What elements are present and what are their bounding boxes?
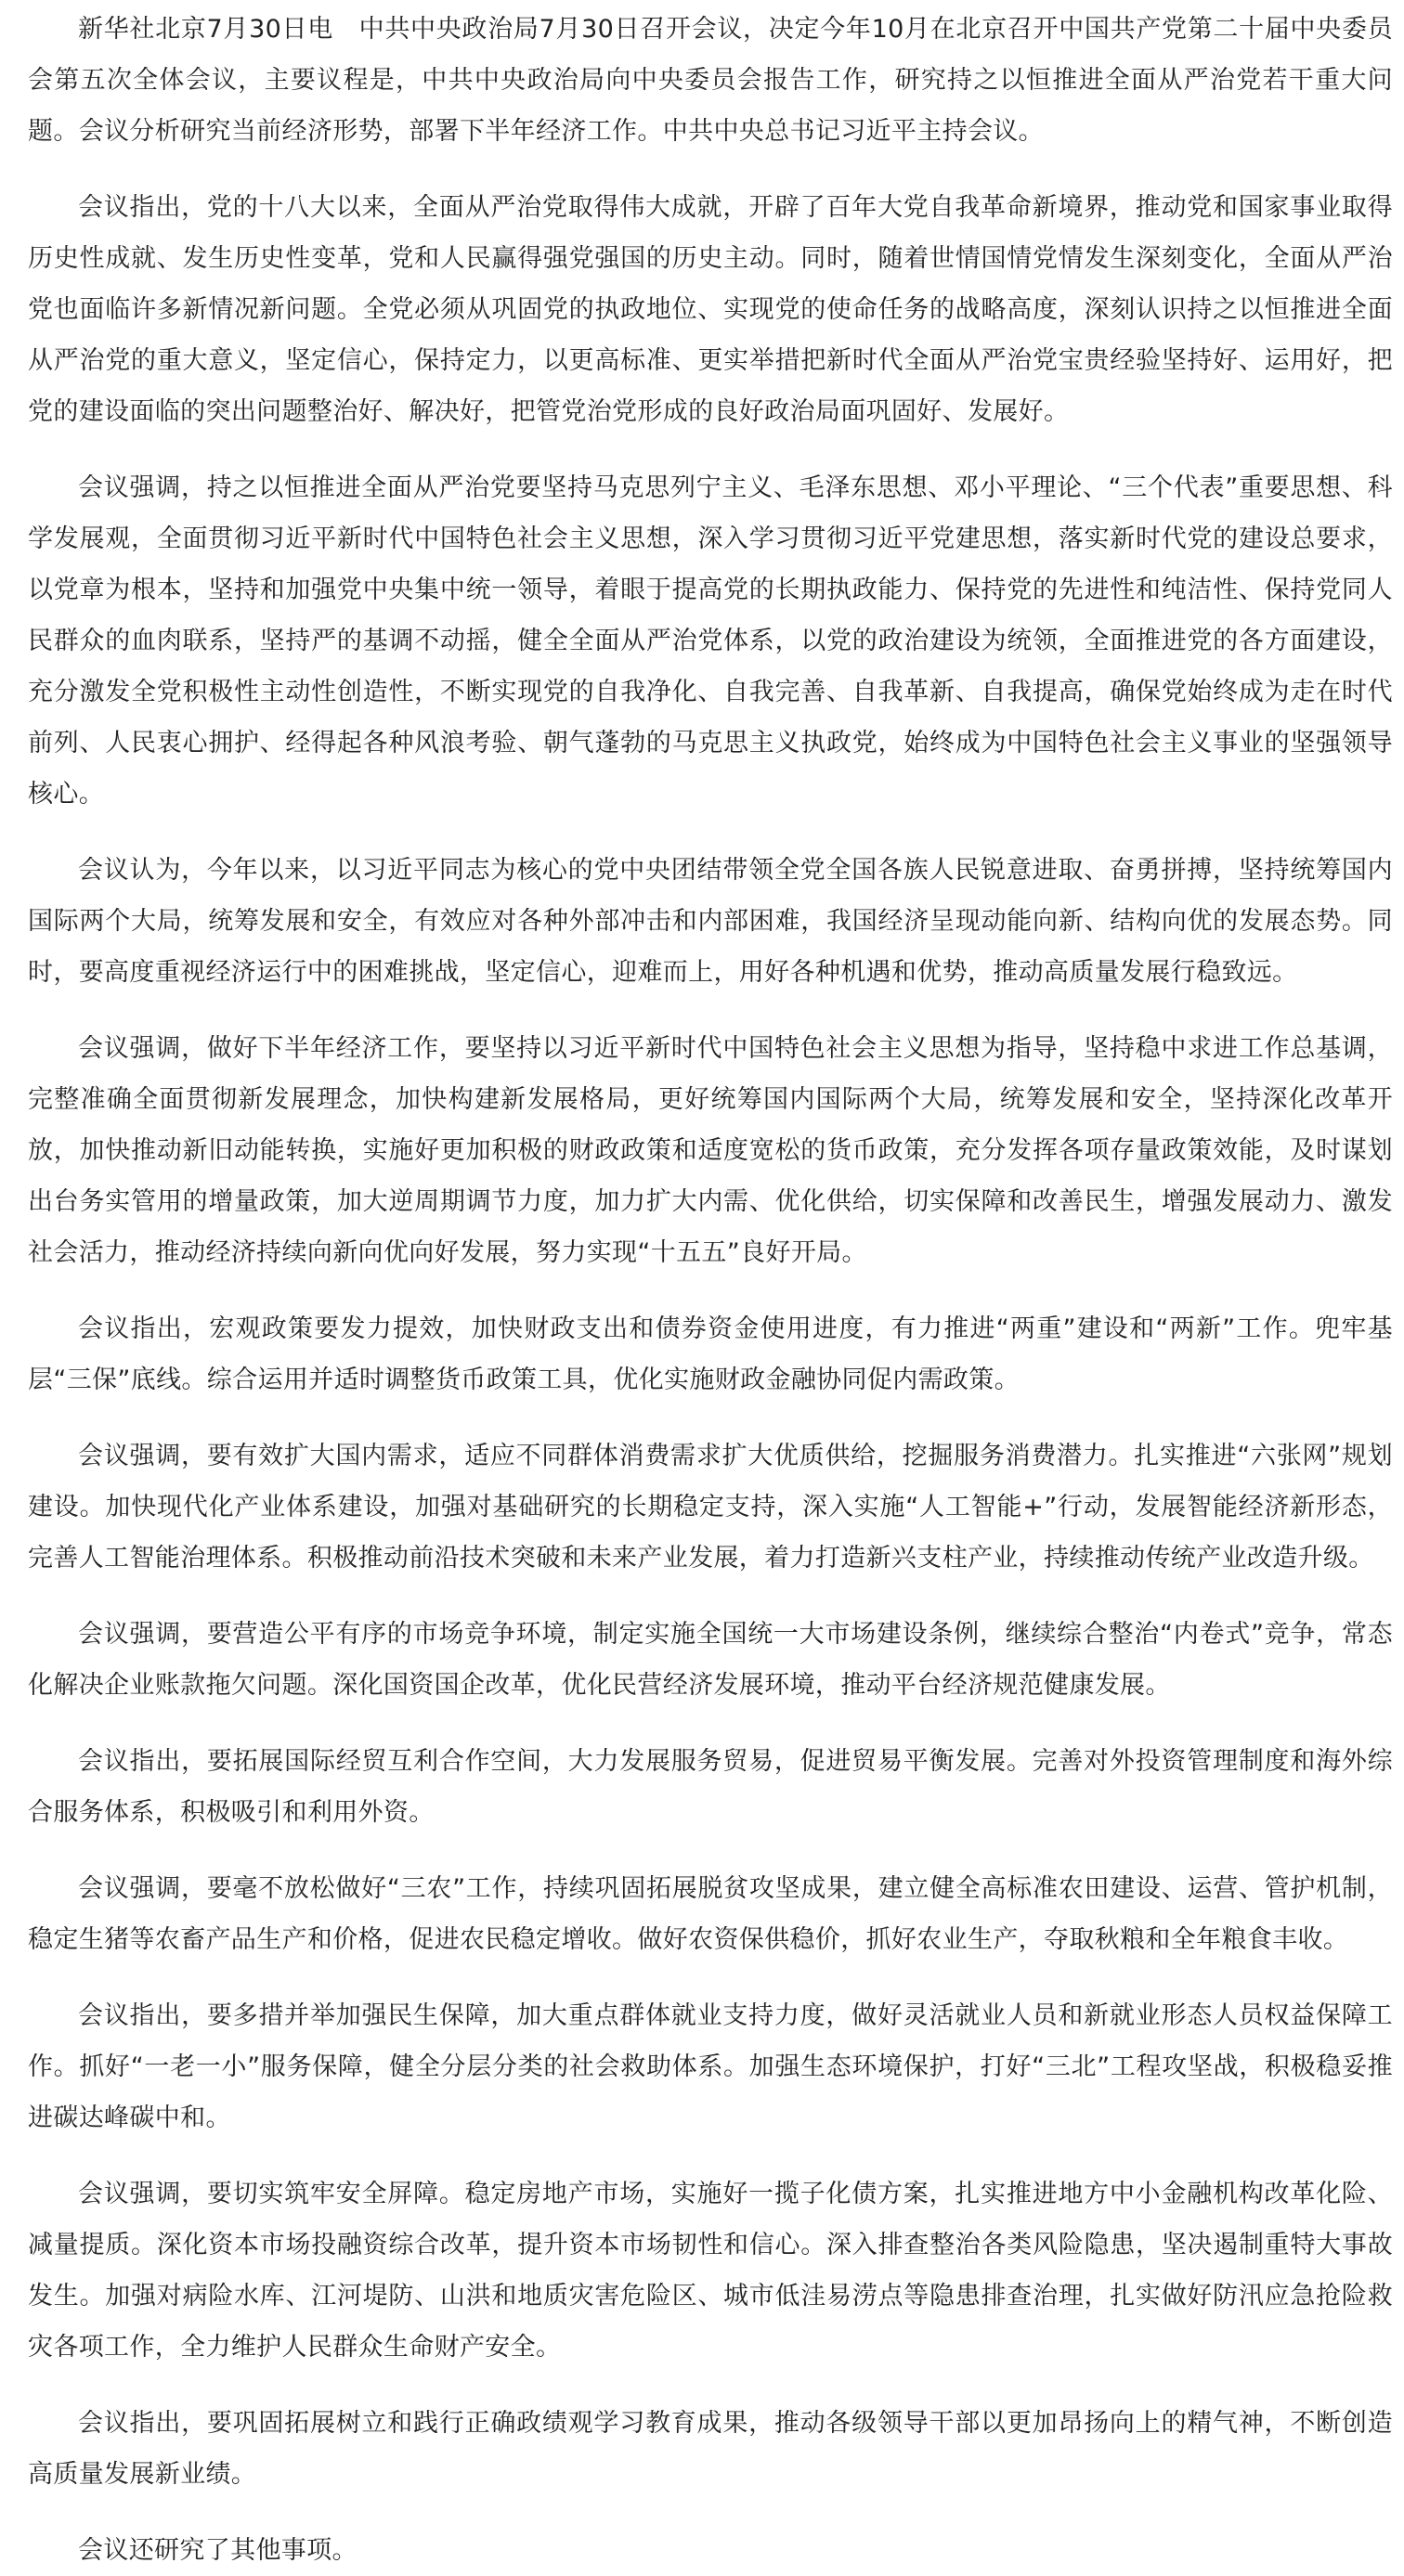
paragraph: 会议强调，要有效扩大国内需求，适应不同群体消费需求扩大优质供给，挖掘服务消费潜力。扎实推进“六张网”规划建设。加快现代化产业体系建设，加强对基础研究的长期稳定支持，深入实施“人工智能+”行动，发展智能经济新形态，完善人工智能治理体系。积极推动前沿技术突破和未来产业发展，着力打造新兴支柱产业，持续推动传统产业改造升级。 — [28, 1442, 1393, 1573]
paragraph: 会议强调，要营造公平有序的市场竞争环境，制定实施全国统一大市场建设条例，继续综合整治“内卷式”竞争，常态化解决企业账款拖欠问题。深化国资国企改革，优化民营经济发展环境，推动平台经济规范健康发展。 — [28, 1620, 1393, 1700]
paragraph: 会议认为，今年以来，以习近平同志为核心的党中央团结带领全党全国各族人民锐意进取、奋勇拼搏，坚持统筹国内国际两个大局，统筹发展和安全，有效应对各种外部冲击和内部困难，我国经济呈现动能向新、结构向优的发展态势。同时，要高度重视经济运行中的困难挑战，坚定信心，迎难而上，用好各种机遇和优势，推动高质量发展行稳致远。 — [28, 856, 1393, 987]
paragraph: 会议指出，要巩固拓展树立和践行正确政绩观学习教育成果，推动各级领导干部以更加昂扬向上的精气神，不断创造高质量发展新业绩。 — [28, 2409, 1393, 2489]
paragraph: 会议强调，要切实筑牢安全屏障。稳定房地产市场，实施好一揽子化债方案，扎实推进地方中小金融机构改革化险、减量提质。深化资本市场投融资综合改革，提升资本市场韧性和信心。深入排查整治各类风险隐患，坚决遏制重特大事故发生。加强对病险水库、江河堤防、山洪和地质灾害危险区、城市低洼易涝点等隐患排查治理，扎实做好防汛应急抢险救灾各项工作，全力维护人民群众生命财产安全。 — [28, 2180, 1393, 2362]
paragraph: 会议强调，做好下半年经济工作，要坚持以习近平新时代中国特色社会主义思想为指导，坚持稳中求进工作总基调，完整准确全面贯彻新发展理念，加快构建新发展格局，更好统筹国内国际两个大局，统筹发展和安全，坚持深化改革开放，加快推动新旧动能转换，实施好更加积极的财政政策和适度宽松的货币政策，充分发挥各项存量政策效能，及时谋划出台务实管用的增量政策，加大逆周期调节力度，加力扩大内需、优化供给，切实保障和改善民生，增强发展动力、激发社会活力，推动经济持续向新向优向好发展，努力实现“十五五”良好开局。 — [28, 1034, 1393, 1267]
paragraph-dateline: 新华社北京7月30日电 中共中央政治局7月30日召开会议，决定今年10月在北京召开中国共产党第二十届中央委员会第五次全体会议，主要议程是，中共中央政治局向中央委员会报告工作，研究持之以恒推进全面从严治党若干重大问题。会议分析研究当前经济形势，部署下半年经济工作。中共中央总书记习近平主持会议。 — [28, 15, 1393, 146]
paragraph: 会议强调，要毫不放松做好“三农”工作，持续巩固拓展脱贫攻坚成果，建立健全高标准农田建设、运营、管护机制，稳定生猪等农畜产品生产和价格，促进农民稳定增收。做好农资保供稳价，抓好农业生产，夺取秋粮和全年粮食丰收。 — [28, 1874, 1393, 1954]
paragraph: 会议指出，宏观政策要发力提效，加快财政支出和债券资金使用进度，有力推进“两重”建设和“两新”工作。兜牢基层“三保”底线。综合运用并适时调整货币政策工具，优化实施财政金融协同促内需政策。 — [28, 1314, 1393, 1394]
paragraph: 会议指出，党的十八大以来，全面从严治党取得伟大成就，开辟了百年大党自我革命新境界，推动党和国家事业取得历史性成就、发生历史性变革，党和人民赢得强党强国的历史主动。同时，随着世情国情党情发生深刻变化，全面从严治党也面临许多新情况新问题。全党必须从巩固党的执政地位、实现党的使命任务的战略高度，深刻认识持之以恒推进全面从严治党的重大意义，坚定信心，保持定力，以更高标准、更实举措把新时代全面从严治党宝贵经验坚持好、运用好，把党的建设面临的突出问题整治好、解决好，把管党治党形成的良好政治局面巩固好、发展好。 — [28, 193, 1393, 426]
paragraph: 会议指出，要多措并举加强民生保障，加大重点群体就业支持力度，做好灵活就业人员和新就业形态人员权益保障工作。抓好“一老一小”服务保障，健全分层分类的社会救助体系。加强生态环境保护，打好“三北”工程攻坚战，积极稳妥推进碳达峰碳中和。 — [28, 2001, 1393, 2132]
paragraph: 会议强调，持之以恒推进全面从严治党要坚持马克思列宁主义、毛泽东思想、邓小平理论、“三个代表”重要思想、科学发展观，全面贯彻习近平新时代中国特色社会主义思想，深入学习贯彻习近平党建思想，落实新时代党的建设总要求，以党章为根本，坚持和加强党中央集中统一领导，着眼于提高党的长期执政能力、保持党的先进性和纯洁性、保持党同人民群众的血肉联系，坚持严的基调不动摇，健全全面从严治党体系，以党的政治建设为统领，全面推进党的各方面建设，充分激发全党积极性主动性创造性，不断实现党的自我净化、自我完善、自我革新、自我提高，确保党始终成为走在时代前列、人民衷心拥护、经得起各种风浪考验、朝气蓬勃的马克思主义执政党，始终成为中国特色社会主义事业的坚强领导核心。 — [28, 473, 1393, 809]
paragraph: 会议指出，要拓展国际经贸互利合作空间，大力发展服务贸易，促进贸易平衡发展。完善对外投资管理制度和海外综合服务体系，积极吸引和利用外资。 — [28, 1747, 1393, 1827]
paragraph-closing: 会议还研究了其他事项。 — [78, 2536, 358, 2565]
